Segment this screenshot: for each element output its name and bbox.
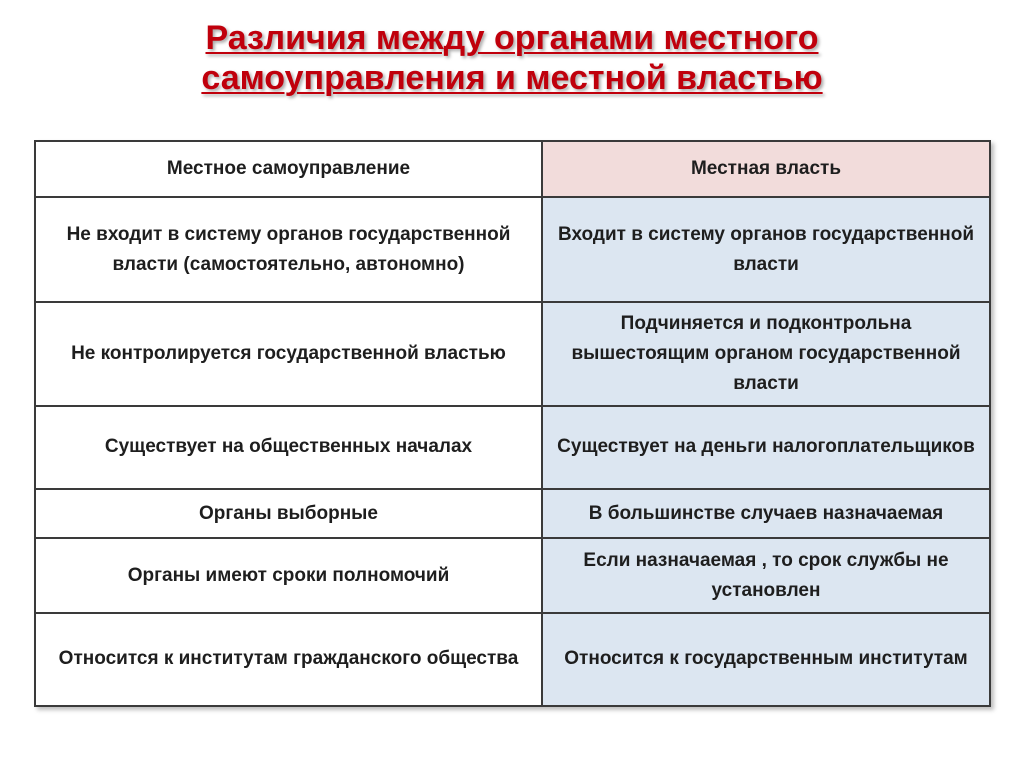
table-cell-right: Подчиняется и подконтрольна вышестоящим органом государственной власти xyxy=(542,302,990,405)
slide-title xyxy=(0,18,1024,98)
table-cell-left: Относится к институтам гражданского общества xyxy=(35,613,542,706)
table-cell-left: Существует на общественных началах xyxy=(35,406,542,489)
table-row xyxy=(35,406,990,489)
table-cell-right: Входит в систему органов государственной власти xyxy=(542,197,990,303)
table-cell-left: Не входит в систему органов государственной власти (самостоятельно, автономно) xyxy=(35,197,542,303)
slide-title-line-1: Различия между органами местного xyxy=(205,19,819,57)
table-cell-left: Не контролируется государственной властью xyxy=(35,302,542,405)
table-cell-left: Органы выборные xyxy=(35,489,542,539)
table-row xyxy=(35,302,990,405)
table-row xyxy=(35,197,990,303)
table-cell-right: Если назначаемая , то срок службы не установлен xyxy=(542,538,990,613)
table-cell-left: Органы имеют сроки полномочий xyxy=(35,538,542,613)
table-cell-right: В большинстве случаев назначаемая xyxy=(542,489,990,539)
header-local-authority: Местная власть xyxy=(542,141,990,197)
table-cell-right: Относится к государственным институтам xyxy=(542,613,990,706)
slide-title-line-2: самоуправления и местной властью xyxy=(201,59,823,97)
header-local-self-government: Местное самоуправление xyxy=(35,141,542,197)
comparison-table xyxy=(34,140,991,707)
table-row xyxy=(35,613,990,706)
table-row xyxy=(35,538,990,613)
table-header-row xyxy=(35,141,990,197)
table-row xyxy=(35,489,990,539)
table-cell-right: Существует на деньги налогоплательщиков xyxy=(542,406,990,489)
